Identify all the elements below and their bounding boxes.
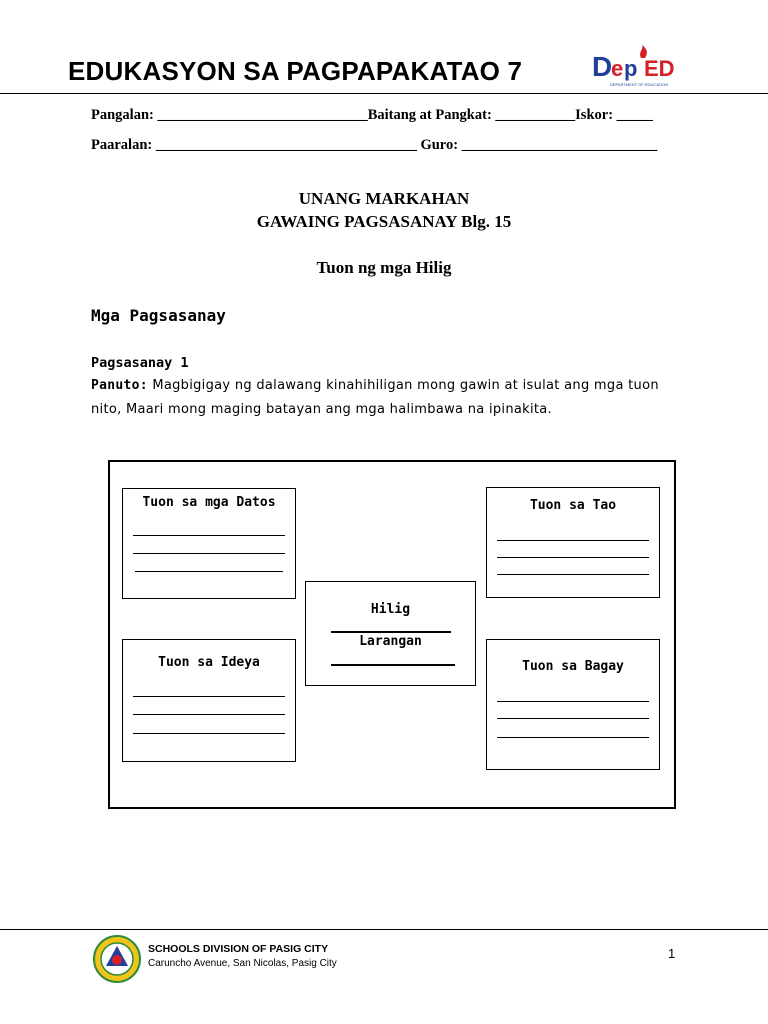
header-divider [0,93,768,94]
footer-address: Caruncho Avenue, San Nicolas, Pasig City [148,958,337,969]
answer-line[interactable] [133,733,285,734]
ideas-focus-title: Tuon sa Ideya [158,655,260,670]
instructions-text: Magbigigay ng dalawang kinahihiligan mong gawin at isulat ang mga tuon nito, Maari mong maging batayan ang mga halimbawa na ipinakita. [91,378,659,417]
answer-line[interactable] [135,571,283,572]
data-focus-card [122,488,296,599]
interest-title: Hilig [370,602,411,617]
name-grade-score-fields[interactable]: Pangalan: _____________________________Baitang at Pangkat: ___________Iskor: _____ [91,107,653,123]
people-focus-title: Tuon sa Tao [529,498,617,513]
answer-line[interactable] [497,574,649,575]
answer-line[interactable] [497,540,649,541]
activity-heading: GAWAING PAGSASANAY Blg. 15 [256,212,512,231]
page-number: 1 [668,946,676,961]
school-teacher-fields[interactable]: Paaralan: ____________________________________ Guro: ___________________________ [91,137,658,153]
center-interest-card [305,581,476,686]
answer-line[interactable] [133,535,285,536]
data-focus-title: Tuon sa mga Datos [142,495,276,510]
footer-organization: SCHOOLS DIVISION OF PASIG CITY [148,943,329,955]
answer-line[interactable] [133,696,285,697]
svg-text:DEPARTMENT OF EDUCATION: DEPARTMENT OF EDUCATION [610,82,669,87]
things-focus-title: Tuon sa Bagay [522,659,624,674]
things-focus-card [486,639,660,770]
deped-logo [592,44,684,92]
svg-text:e: e [611,56,624,81]
instructions-label: Panuto: [91,378,148,393]
topic-heading: Tuon ng mga Hilig [316,258,452,277]
svg-text:D: D [592,51,612,82]
footer-divider [0,929,768,930]
answer-line[interactable] [133,553,285,554]
document-title: EDUKASYON SA PAGPAPAKATAO 7 [68,56,523,86]
svg-text:p: p [624,56,638,81]
field-title: Larangan [359,634,422,649]
interest-line[interactable] [331,631,451,633]
field-line[interactable] [331,664,455,666]
ideas-focus-card [122,639,296,762]
answer-line[interactable] [497,718,649,719]
answer-line[interactable] [497,701,649,702]
people-focus-card [486,487,660,598]
answer-line[interactable] [497,737,649,738]
section-heading: Mga Pagsasanay [91,306,226,325]
instructions [91,374,691,422]
answer-line[interactable] [133,714,285,715]
quarter-heading: UNANG MARKAHAN [298,189,470,208]
exercise-label: Pagsasanay 1 [91,355,189,371]
division-seal-icon [93,935,141,983]
svg-text:ED: ED [644,56,675,81]
answer-line[interactable] [497,557,649,558]
